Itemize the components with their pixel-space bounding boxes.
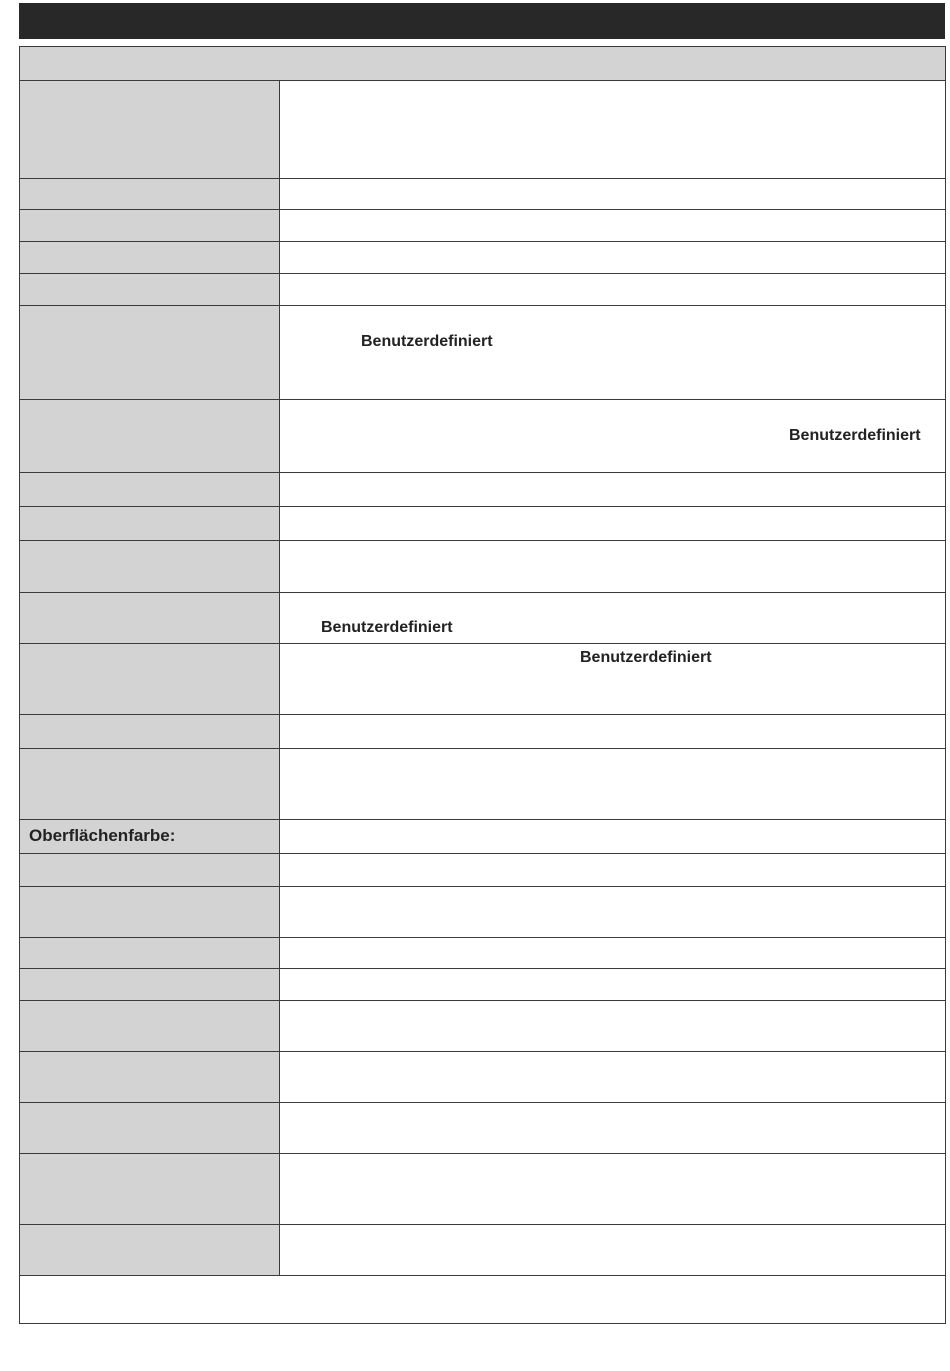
row-value-cell bbox=[280, 473, 946, 507]
table-row bbox=[20, 400, 946, 473]
custom-term: Benutzerdefiniert bbox=[361, 333, 493, 350]
table-row bbox=[20, 854, 946, 887]
row-label-cell bbox=[20, 1001, 280, 1052]
row-value-cell bbox=[280, 969, 946, 1001]
row-value-cell bbox=[280, 887, 946, 938]
row-value-cell bbox=[280, 242, 946, 274]
table-row bbox=[20, 507, 946, 541]
table-row bbox=[20, 644, 946, 715]
row-value-cell bbox=[280, 644, 946, 715]
custom-term: Benutzerdefiniert bbox=[321, 619, 453, 636]
row-label-cell bbox=[20, 306, 280, 400]
row-label-cell bbox=[20, 81, 280, 179]
table-row bbox=[20, 715, 946, 749]
row-value-cell bbox=[280, 1225, 946, 1276]
table-row bbox=[20, 179, 946, 210]
table-row bbox=[20, 969, 946, 1001]
row-value-cell bbox=[280, 715, 946, 749]
table-row bbox=[20, 81, 946, 179]
custom-term: Benutzerdefiniert bbox=[580, 649, 712, 666]
row-value-cell bbox=[280, 400, 946, 473]
table-row bbox=[20, 274, 946, 306]
row-value-cell bbox=[280, 541, 946, 593]
row-value-cell bbox=[280, 81, 946, 179]
row-value-cell bbox=[280, 938, 946, 969]
table-section-header bbox=[20, 47, 946, 81]
table-footer-row bbox=[20, 1276, 946, 1324]
table-row bbox=[20, 1103, 946, 1154]
table-row bbox=[20, 749, 946, 820]
row-label-cell bbox=[20, 507, 280, 541]
row-label-cell bbox=[20, 593, 280, 644]
title-bar bbox=[19, 3, 945, 39]
row-value-cell bbox=[280, 306, 946, 400]
table-row bbox=[20, 306, 946, 400]
settings-table bbox=[19, 46, 946, 1324]
section-header-cell bbox=[20, 47, 946, 81]
table-row bbox=[20, 887, 946, 938]
custom-term: Benutzerdefiniert bbox=[789, 427, 921, 444]
table-row bbox=[20, 242, 946, 274]
row-label-cell bbox=[20, 887, 280, 938]
row-label-cell bbox=[20, 179, 280, 210]
row-label-cell bbox=[20, 210, 280, 242]
row-value-cell bbox=[280, 179, 946, 210]
row-label-cell bbox=[20, 749, 280, 820]
row-label-cell bbox=[20, 400, 280, 473]
row-label-cell bbox=[20, 820, 280, 854]
table-row bbox=[20, 938, 946, 969]
row-value-cell bbox=[280, 210, 946, 242]
table-row bbox=[20, 1154, 946, 1225]
row-value-cell bbox=[280, 1103, 946, 1154]
footer-cell bbox=[20, 1276, 946, 1324]
row-value-cell bbox=[280, 593, 946, 644]
table-row bbox=[20, 210, 946, 242]
table-row bbox=[20, 1001, 946, 1052]
row-value-cell bbox=[280, 1001, 946, 1052]
row-label-cell bbox=[20, 938, 280, 969]
row-label-cell bbox=[20, 854, 280, 887]
row-label-cell bbox=[20, 969, 280, 1001]
row-value-cell bbox=[280, 749, 946, 820]
row-value-cell bbox=[280, 1052, 946, 1103]
row-label-cell bbox=[20, 274, 280, 306]
row-value-cell bbox=[280, 507, 946, 541]
row-label-cell bbox=[20, 1052, 280, 1103]
table-row bbox=[20, 593, 946, 644]
row-label-cell bbox=[20, 644, 280, 715]
row-value-cell bbox=[280, 274, 946, 306]
row-label-cell bbox=[20, 1225, 280, 1276]
surface-color-label: Oberflächenfarbe: bbox=[29, 826, 176, 845]
row-label-cell bbox=[20, 242, 280, 274]
table-row bbox=[20, 541, 946, 593]
row-value-cell bbox=[280, 854, 946, 887]
row-label-cell bbox=[20, 541, 280, 593]
row-label-cell bbox=[20, 1103, 280, 1154]
table-row bbox=[20, 473, 946, 507]
row-value-cell bbox=[280, 820, 946, 854]
row-label-cell bbox=[20, 1154, 280, 1225]
table-row bbox=[20, 1052, 946, 1103]
row-value-cell bbox=[280, 1154, 946, 1225]
table-row bbox=[20, 1225, 946, 1276]
table-row-surface-color bbox=[20, 820, 946, 854]
row-label-cell bbox=[20, 473, 280, 507]
row-label-cell bbox=[20, 715, 280, 749]
